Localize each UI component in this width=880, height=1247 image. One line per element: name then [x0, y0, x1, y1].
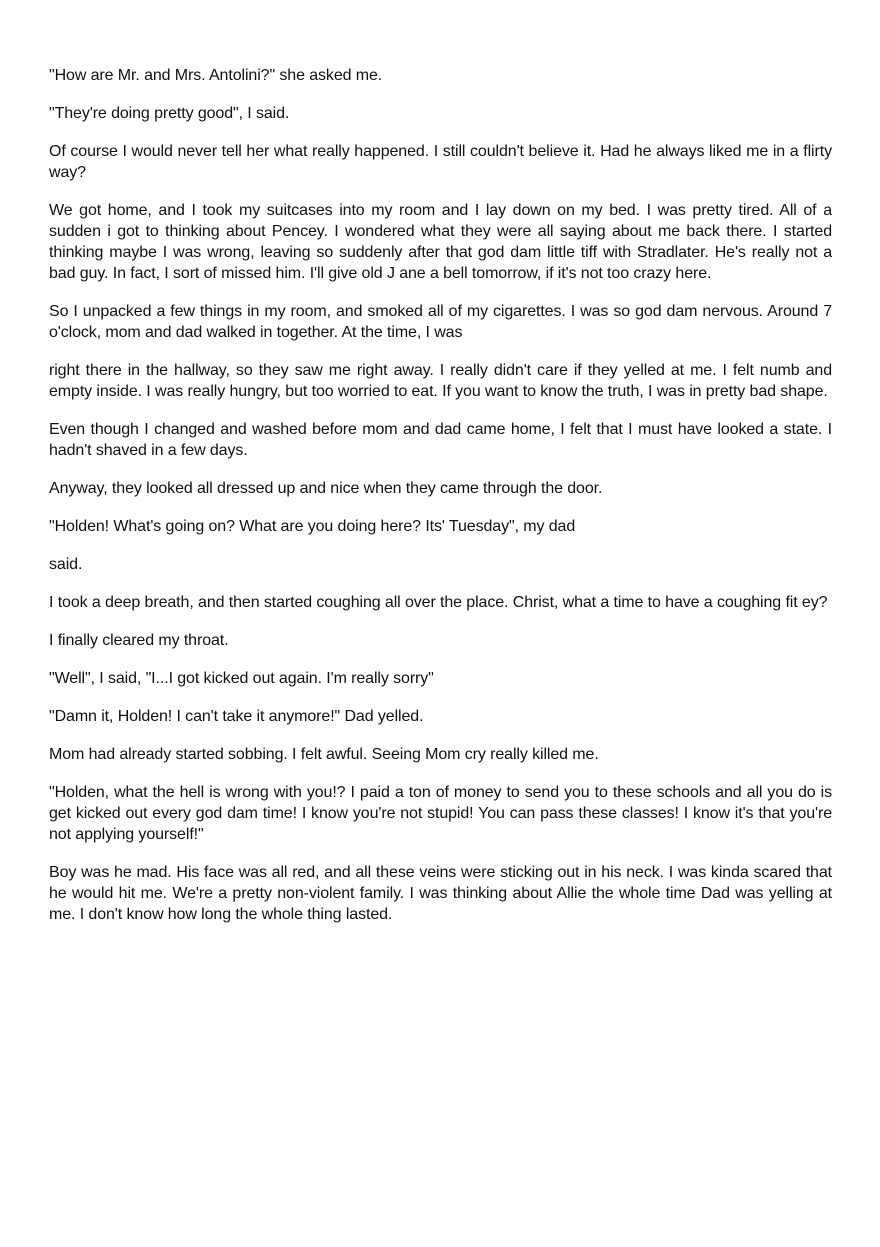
paragraph: Mom had already started sobbing. I felt awful. Seeing Mom cry really killed me. — [49, 746, 599, 763]
paragraph: "How are Mr. and Mrs. Antolini?" she asked me. — [49, 67, 383, 84]
paragraph: I took a deep breath, and then started coughing all over the place. Christ, what a time to have a coughing fit ey? — [49, 594, 828, 611]
paragraph: I finally cleared my throat. — [49, 632, 229, 649]
paragraph: "Holden, what the hell is wrong with you!? I paid a ton of money to send you to these schools and all you do is get kicked out every god dam time! I know you're not stupid! You can pass these classes! I know it's that you're not applying yourself!" — [49, 784, 832, 843]
paragraph: "Well", I said, "I...I got kicked out again. I'm really sorry" — [49, 670, 434, 687]
paragraph: right there in the hallway, so they saw me right away. I really didn't care if they yelled at me. I felt numb and empty inside. I was really hungry, but too worried to eat. If you want to know the truth, I was in pretty bad shape. — [49, 362, 832, 400]
paragraph: We got home, and I took my suitcases into my room and I lay down on my bed. I was pretty tired. All of a sudden i got to thinking about Pencey. I wondered what they were all saying about me back there. I started thinking maybe I was wrong, leaving so suddenly after that god dam little tiff with Stradlater. He's really not a bad guy. In fact, I sort of missed him. I'll give old J ane a bell tomorrow, if it's not too crazy here. — [49, 202, 832, 282]
paragraph: said. — [49, 556, 83, 573]
paragraph: So I unpacked a few things in my room, and smoked all of my cigarettes. I was so god dam nervous. Around 7 o'clock, mom and dad walked in together. At the time, I was — [49, 303, 832, 341]
paragraph: "Holden! What's going on? What are you doing here? Its' Tuesday", my dad — [49, 518, 576, 535]
paragraph: Of course I would never tell her what really happened. I still couldn't believe it. Had he always liked me in a flirty way? — [49, 143, 832, 181]
paragraph: Boy was he mad. His face was all red, and all these veins were sticking out in his neck. I was kinda scared that he would hit me. We're a pretty non-violent family. I was thinking about Allie the whole time Dad was yelling at me. I don't know how long the whole thing lasted. — [49, 864, 832, 923]
paragraph: "Damn it, Holden! I can't take it anymore!" Dad yelled. — [49, 708, 424, 725]
paragraph: Even though I changed and washed before mom and dad came home, I felt that I must have looked a state. I hadn't shaved in a few days. — [49, 421, 832, 459]
paragraph: "They're doing pretty good", I said. — [49, 105, 290, 122]
paragraph: Anyway, they looked all dressed up and nice when they came through the door. — [49, 480, 603, 497]
